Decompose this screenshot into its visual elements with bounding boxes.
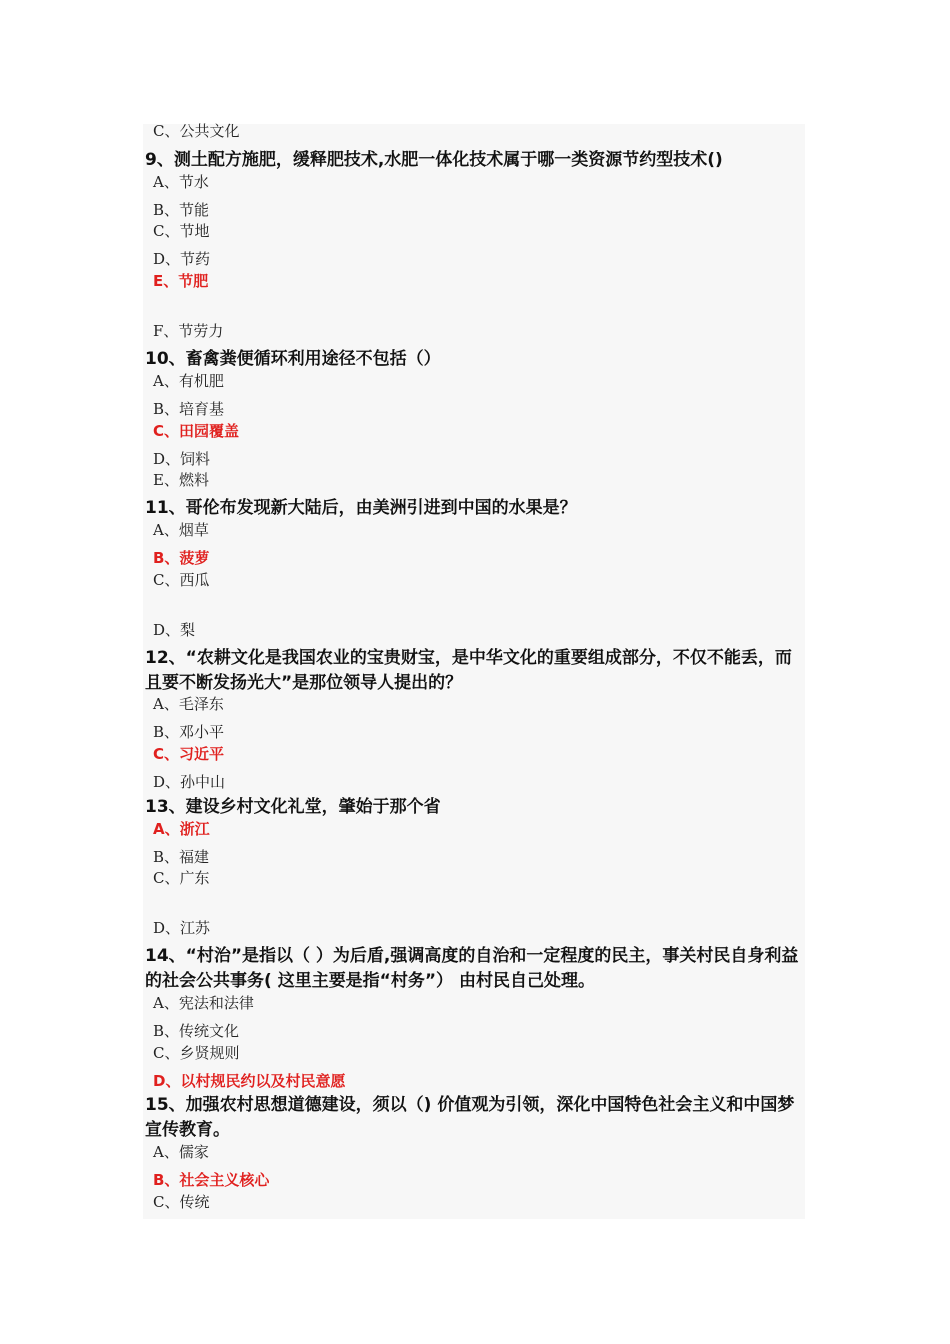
question-10: 10、畜禽粪便循环利用途径不包括（） (145, 349, 441, 369)
option-line: D、江苏 (153, 919, 211, 937)
question-13: 13、建设乡村文化礼堂，肇始于那个省 (145, 797, 441, 817)
question-11: 11、哥伦布发现新大陆后，由美洲引进到中国的水果是？ (145, 498, 577, 518)
correct-answer: A、浙江 (153, 820, 210, 838)
option-line: B、节能 (153, 201, 210, 219)
option-line: C、传统 (153, 1193, 210, 1211)
question-12: 12、“农耕文化是我国农业的宝贵财宝，是中华文化的重要组成部分，不仅不能丢，而且要不断发扬光大”是那位领导人提出的？ (145, 648, 792, 693)
option-line: C、节地 (153, 222, 210, 240)
option-line: E、燃料 (153, 471, 209, 489)
correct-answer: B、菠萝 (153, 549, 210, 567)
correct-answer: C、田园覆盖 (153, 422, 240, 440)
question-15: 15、加强农村思想道德建设，须以（) 价值观为引领，深化中国特色社会主义和中国梦宣传教育。 (145, 1095, 795, 1140)
option-line: B、福建 (153, 848, 210, 866)
option-line: C、公共文化 (153, 122, 240, 140)
option-line: D、节药 (153, 250, 211, 268)
option-line: C、乡贤规则 (153, 1044, 240, 1062)
correct-answer: D、以村规民约以及村民意愿 (153, 1072, 346, 1090)
option-line: F、节劳力 (153, 322, 224, 340)
option-line: D、饲料 (153, 450, 211, 468)
question-9: 9、测土配方施肥，缓释肥技术,水肥一体化技术属于哪一类资源节约型技术() (145, 150, 723, 170)
option-line: C、广东 (153, 869, 210, 887)
option-line: A、毛泽东 (153, 695, 224, 713)
option-line: D、梨 (153, 621, 196, 639)
correct-answer: B、社会主义核心 (153, 1171, 270, 1189)
option-line: A、有机肥 (153, 372, 224, 390)
correct-answer: C、习近平 (153, 745, 225, 763)
option-line: A、节水 (153, 173, 209, 191)
option-line: B、传统文化 (153, 1022, 240, 1040)
correct-answer: E、节肥 (153, 272, 209, 290)
option-line: B、培育基 (153, 400, 225, 418)
option-line: B、邓小平 (153, 723, 225, 741)
option-line: D、孙中山 (153, 773, 226, 791)
option-line: A、烟草 (153, 521, 209, 539)
option-line: A、宪法和法律 (153, 994, 254, 1012)
question-14: 14、“村治”是指以（ ）为后盾,强调高度的自治和一定程度的民主，事关村民自身利益的社会公共事务( 这里主要是指“村务”） 由村民自己处理。 (145, 946, 799, 991)
option-line: A、儒家 (153, 1143, 209, 1161)
option-line: C、西瓜 (153, 571, 210, 589)
